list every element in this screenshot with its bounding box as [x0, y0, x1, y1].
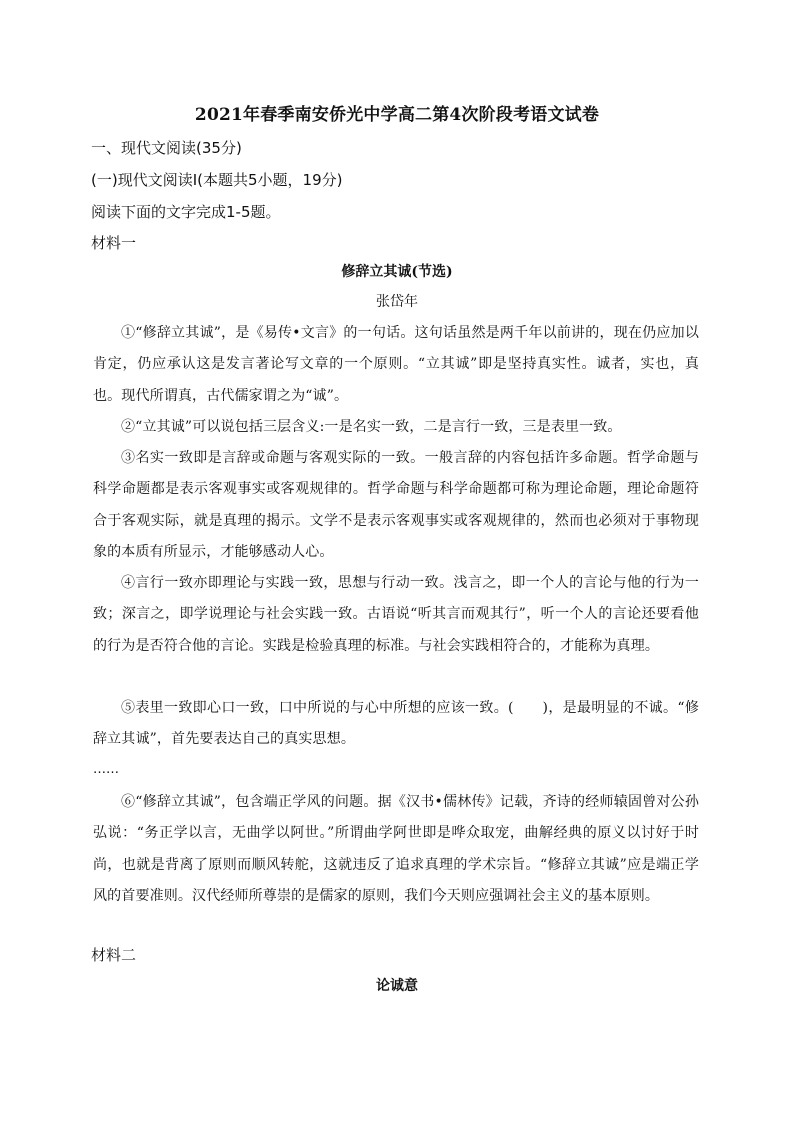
material-one-label: 材料一: [91, 234, 137, 252]
material-two-title: 论诚意: [376, 978, 418, 994]
exam-title: 2021年春季南安侨光中学高二第4次阶段考语文试卷: [194, 105, 600, 125]
paragraph-5: ⑤表里一致即心口一致，口中所说的与心中所想的应该一致。( )，是最明显的不诚。“修辞立其诚”，首先要表达自己的真实思想。: [93, 700, 699, 748]
subsection-heading: (一)现代文阅读Ⅰ(本题共5小题，19分): [91, 171, 343, 189]
paragraph-3: ③名实一致即是言辞或命题与客观实际的一致。一般言辞的内容包括许多命题。哲学命题与科学命题都是表示客观事实或客观规律的。哲学命题与科学命题都可称为理论命题，理论命题符合于客观实际，就是真理的揭示。文学不是表示客观事实或客观规律的，然而也必须对于事物现象的本质有所显示，才能够感动人心。: [93, 450, 699, 560]
paragraph-1: ①“修辞立其诚”，是《易传•文言》的一句话。这句话虽然是两千年以前讲的，现在仍应加以肯定，仍应承认这是发言著论写文章的一个原则。“立其诚”即是坚持真实性。诚者，实也，真也。现代所谓真，古代儒家谓之为“诚”。: [93, 325, 699, 404]
reading-instruction: 阅读下面的文字完成1-5题。: [91, 203, 281, 221]
material-two-label: 材料二: [91, 946, 137, 964]
paragraph-6: ⑥“修辞立其诚”，包含端正学风的问题。据《汉书•儒林传》记载，齐诗的经师辕固曾对公孙弘说：“务正学以言，无曲学以阿世。”所谓曲学阿世即是哗众取宠，曲解经典的原义以讨好于时尚，也就是背离了原则而顺风转舵，这就违反了追求真理的学术宗旨。“修辞立其诚”应是端正学风的首要准则。汉代经师所尊崇的是儒家的原则，我们今天则应强调社会主义的基本原则。: [93, 794, 699, 904]
material-one-author: 张岱年: [376, 294, 418, 310]
omission-ellipsis: ……: [93, 762, 119, 777]
paragraph-2: ②“立其诚”可以说包括三层含义:一是名实一致，二是言行一致，三是表里一致。: [121, 419, 622, 435]
material-one-title: 修辞立其诚(节选): [341, 264, 453, 280]
section-heading: 一、现代文阅读(35分): [91, 139, 242, 157]
paragraph-4: ④言行一致亦即理论与实践一致，思想与行动一致。浅言之，即一个人的言论与他的行为一致；深言之，即学说理论与社会实践一致。古语说“听其言而观其行”，听一个人的言论还要看他的行为是否符合他的言论。实践是检验真理的标准。与社会实践相符合的，才能称为真理。: [93, 575, 699, 654]
